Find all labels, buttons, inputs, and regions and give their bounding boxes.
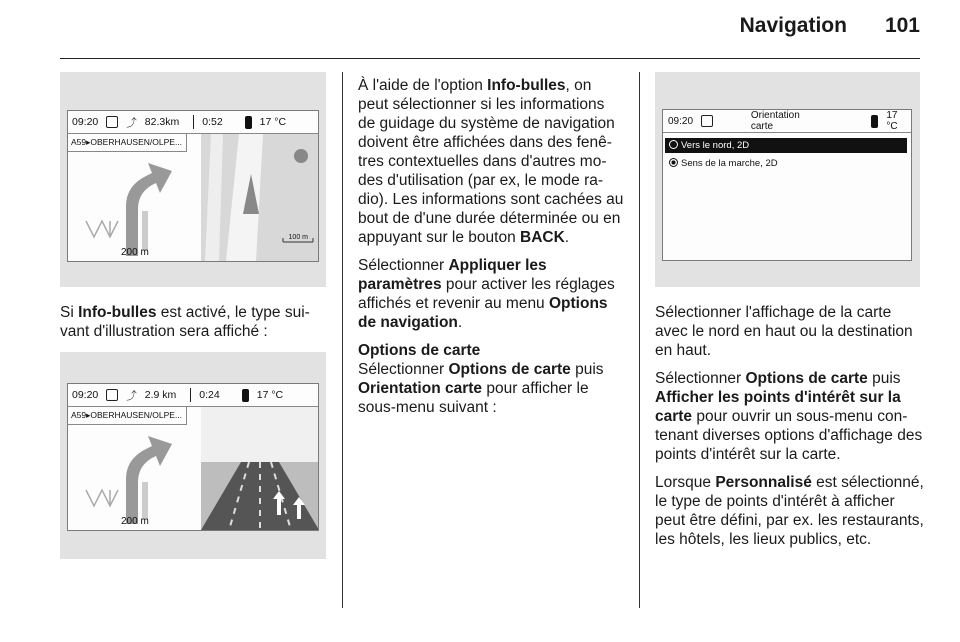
turn-arrow-icon — [68, 151, 198, 261]
page-header — [740, 14, 920, 38]
map-scale: 100 m — [288, 234, 308, 241]
lane-view — [201, 407, 319, 530]
page-number: 101 — [884, 14, 920, 37]
clock-time: 09:20 — [72, 116, 99, 128]
remaining-distance: 2.9 km — [144, 389, 177, 401]
temperature: 17 °C — [259, 116, 287, 128]
remaining-time: 0:24 — [199, 389, 220, 401]
section-title: Navigation — [739, 14, 847, 37]
temperature: 17 °C — [886, 110, 898, 132]
status-bar — [68, 111, 318, 134]
figure-map-info — [60, 72, 326, 287]
header-rule — [60, 58, 920, 59]
section-heading: Options de carte — [358, 342, 481, 359]
paragraph: Si Info-bulles est activé, le type suivant d'illustration sera affiché : — [60, 304, 310, 340]
map-view — [201, 134, 319, 261]
map-illustration — [201, 134, 319, 261]
paragraph-orientation-desc: Sélectionner l'affichage de la carte avec le nord en haut ou la destination en haut. — [655, 304, 913, 359]
column-1-text — [60, 303, 326, 350]
paragraph-appliquer: Sélectionner Appliquer les paramètres pour activer les réglages affichés et revenir au menu Options de navigation. — [358, 257, 615, 331]
turn-arrow-panel — [68, 424, 201, 530]
temperature: 17 °C — [256, 389, 284, 401]
remaining-time: 0:52 — [202, 116, 223, 128]
menu-option-heading-up[interactable]: Sens de la marche, 2D — [665, 156, 907, 171]
clock-icon — [701, 115, 713, 127]
separator — [193, 115, 194, 129]
radio-selected-icon — [669, 158, 678, 167]
lane-illustration — [201, 407, 319, 530]
column-3-text — [655, 303, 925, 558]
route-label: A59▸OBERHAUSEN/OLPE... — [68, 134, 187, 152]
menu-title: Orientation carte — [750, 110, 800, 132]
route-icon: ⤴ — [126, 116, 137, 129]
route-icon: ⤴ — [126, 389, 137, 402]
route-label: A59▸OBERHAUSEN/OLPE... — [68, 407, 187, 425]
clock-time: 09:20 — [72, 389, 99, 401]
column-divider-2 — [639, 72, 640, 608]
turn-distance: 200 m — [121, 247, 149, 258]
thermometer-icon — [871, 115, 878, 128]
column-2-text — [358, 76, 624, 426]
thermometer-icon — [242, 389, 249, 402]
clock-icon — [106, 389, 118, 401]
nav-screen-orientation — [662, 109, 912, 261]
turn-arrow-icon — [68, 424, 198, 530]
figure-lane-info — [60, 352, 326, 559]
turn-distance: 200 m — [121, 516, 149, 527]
paragraph-poi: Sélectionner Options de carte puis Afficher les points d'intérêt sur la carte pour ouvrir un sous-menu contenant diverses options d'affichage des points d'intérêt sur la carte. — [655, 370, 923, 463]
menu-option-north-up[interactable]: Vers le nord, 2D — [665, 138, 907, 153]
turn-arrow-panel — [68, 151, 201, 261]
status-bar — [68, 384, 318, 407]
nav-screen-lanes — [67, 383, 319, 531]
paragraph-orientation: Sélectionner Options de carte puis Orientation carte pour afficher le sous-menu suivant : — [358, 361, 604, 416]
menu-title-bar — [663, 110, 911, 133]
paragraph-personnalise: Lorsque Personnalisé est sélectionné, le type de points d'intérêt à afficher peut être défini, par ex. les restaurants, les hôtels, les lieux publics, etc. — [655, 474, 924, 548]
clock-time: 09:20 — [668, 115, 694, 127]
clock-icon — [106, 116, 118, 128]
column-divider-1 — [342, 72, 343, 608]
section-options-carte — [358, 341, 624, 360]
figure-orientation-menu — [655, 72, 920, 287]
thermometer-icon — [245, 116, 252, 129]
nav-screen-map — [67, 110, 319, 262]
remaining-distance: 82.3km — [144, 116, 180, 128]
radio-icon — [669, 140, 678, 149]
paragraph-info-bulles: À l'aide de l'option Info-bulles, on peut sélectionner si les informations de guidage du système de navigation doivent être affichées dans des fenêtres contextuelles dans d'autres modes d'utilisation (par ex, le mode radio). Les informations sont cachées au bout de d'une durée déterminée ou en appuyant sur le bouton BACK. — [358, 77, 624, 246]
separator — [190, 388, 191, 402]
